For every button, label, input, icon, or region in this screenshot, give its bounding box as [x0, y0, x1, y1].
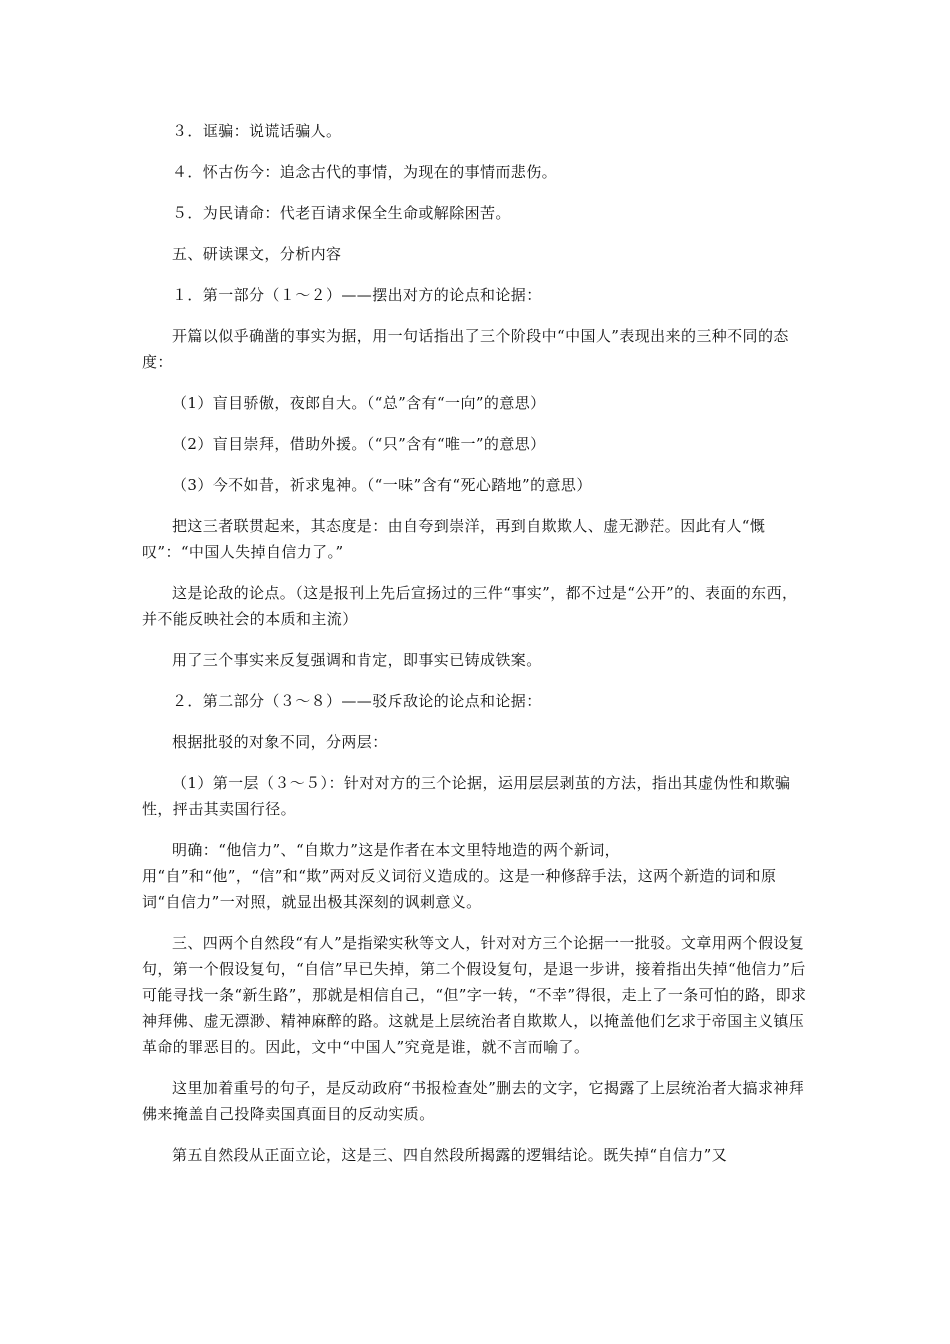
definition-item-5: ５．为民请命：代老百请求保全生命或解除困苦。 — [172, 204, 511, 222]
paragraph: 这里加着重号的句子，是反动政府“书报检查处”删去的文字，它揭露了上层统治者大搞求神拜佛来掩盖自己投降卖国真面目的反动实质。 — [142, 1079, 805, 1123]
section-heading: 五、研读课文，分析内容 — [172, 245, 342, 263]
paragraph: 用了三个事实来反复强调和肯定，即事实已铸成铁案。 — [172, 651, 542, 669]
part-two-heading: ２．第二部分（３～８）——驳斥敌论的论点和论据： — [172, 692, 542, 710]
document-body — [142, 118, 810, 1183]
paragraph: 明确：“他信力”、“自欺力”这是作者在本文里特地造的两个新词，用“自”和“他”，“信”和“欺”两对反义词衍义造成的。这是一种修辞手法，这两个新造的词和原词“自信力”一对照，就显出极其深刻的讽刺意义。 — [142, 841, 777, 911]
paragraph: 这是论敌的论点。（这是报刊上先后宣扬过的三件“事实”，都不过是“公开”的、表面的东西，并不能反映社会的本质和主流） — [142, 584, 798, 628]
part-one-heading: １．第一部分（１～２）——摆出对方的论点和论据： — [172, 286, 542, 304]
list-item: （1）盲目骄傲，夜郎自大。（“总”含有“一向”的意思） — [172, 394, 546, 412]
definition-item-3: ３．诓骗：说谎话骗人。 — [172, 122, 342, 140]
paragraph: （1）第一层（３～５）：针对对方的三个论据，运用层层剥茧的方法，指出其虚伪性和欺骗性，抨击其卖国行径。 — [142, 774, 791, 818]
paragraph: 三、四两个自然段“有人”是指梁实秋等文人，针对对方三个论据一一批驳。文章用两个假设复句，第一个假设复句，“自信”早已失掉，第二个假设复句，是退一步讲，接着指出失掉“他信力”后可能寻找一条“新生路”，那就是相信自己，“但”字一转，“不幸”得很，走上了一条可怕的路，即求神拜佛、虚无漂渺、精神麻醉的路。这就是上层统治者自欺欺人，以掩盖他们乞求于帝国主义镇压革命的罪恶目的。因此，文中“中国人”究竟是谁，就不言而喻了。 — [142, 934, 807, 1056]
list-item: （2）盲目崇拜，借助外援。（“只”含有“唯一”的意思） — [172, 435, 546, 453]
paragraph: 第五自然段从正面立论，这是三、四自然段所揭露的逻辑结论。既失掉“自信力”又 — [172, 1146, 728, 1164]
paragraph: 根据批驳的对象不同，分两层： — [172, 733, 388, 751]
paragraph: 把这三者联贯起来，其态度是：由自夸到崇洋，再到自欺欺人、虚无渺茫。因此有人“慨叹”：“中国人失掉自信力了。” — [142, 517, 766, 561]
definition-item-4: ４．怀古伤今：追念古代的事情，为现在的事情而悲伤。 — [172, 163, 558, 181]
paragraph: 开篇以似乎确凿的事实为据，用一句话指出了三个阶段中“中国人”表现出来的三种不同的态度： — [142, 327, 789, 371]
list-item: （3）今不如昔，祈求鬼神。（“一味”含有“死心踏地”的意思） — [172, 476, 592, 494]
